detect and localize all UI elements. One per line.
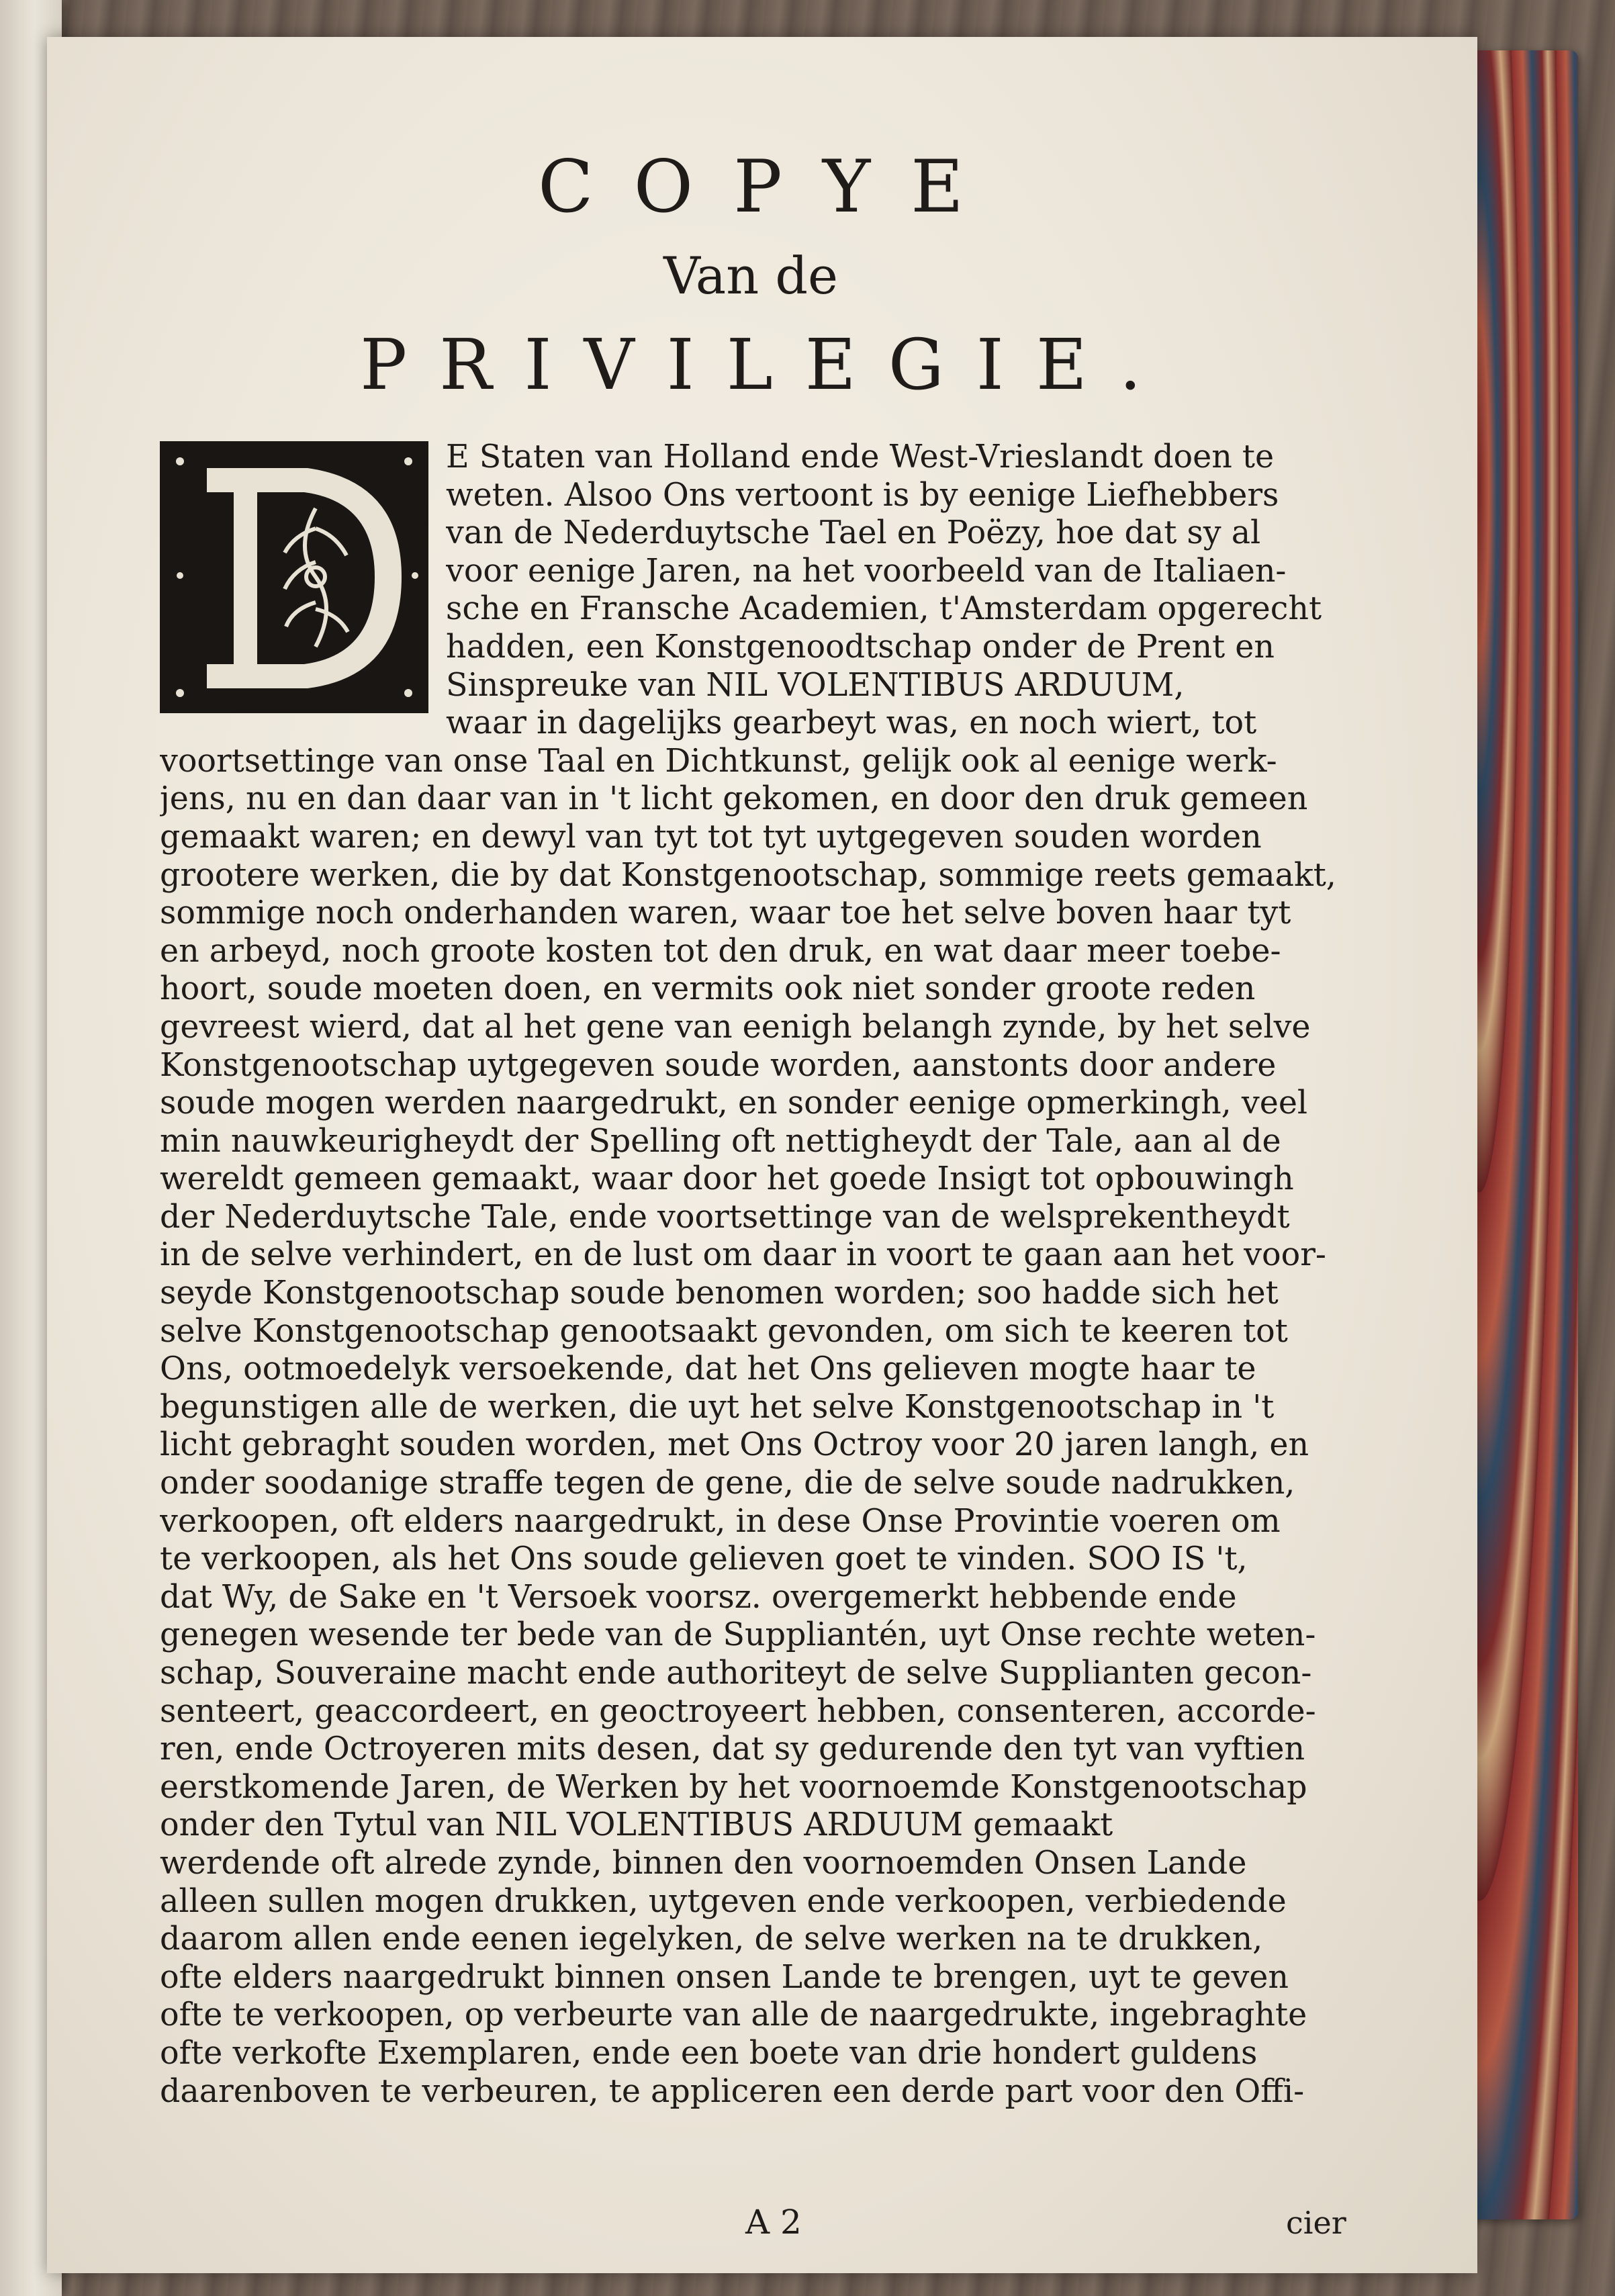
- text-line: soude mogen werden naargedrukt, en sonder eenige opmerkingh, veel: [160, 1085, 1308, 1122]
- heading-privilegie: PRIVILEGIE.: [360, 324, 1174, 406]
- text-line: onder den Tytul van NIL VOLENTIBUS ARDUUM gemaakt: [160, 1806, 1113, 1844]
- text-line: voor eenige Jaren, na het voorbeeld van de Italiaen-: [446, 552, 1287, 590]
- catchword: cier: [1286, 2205, 1346, 2241]
- text-line: sommige noch onderhanden waren, waar toe het selve boven haar tyt: [160, 894, 1291, 932]
- privilege-body-text: [160, 439, 1342, 2111]
- book-page: [47, 37, 1477, 2273]
- text-line: werdende oft alrede zynde, binnen den voornoemden Onsen Lande: [160, 1844, 1247, 1882]
- ornamental-drop-cap: [160, 441, 428, 713]
- text-line: dat Wy, de Sake en 't Versoek voorsz. overgemerkt hebbende ende: [160, 1578, 1237, 1616]
- text-line: en arbeyd, noch groote kosten tot den druk, en wat daar meer toebe-: [160, 932, 1281, 970]
- page-text-block: [160, 124, 1342, 2111]
- text-line: voortsettinge van onse Taal en Dichtkunst, gelijk ook al eenige werk-: [160, 742, 1277, 780]
- text-line: seyde Konstgenootschap soude benomen worden; soo hadde sich het: [160, 1275, 1279, 1312]
- text-line: gemaakt waren; en dewyl van tyt tot tyt uytgegeven souden worden: [160, 818, 1262, 856]
- text-line: hoort, soude moeten doen, en vermits ook niet sonder groote reden: [160, 970, 1256, 1008]
- text-line: selve Konstgenootschap genootsaakt gevonden, om sich te keeren tot: [160, 1312, 1288, 1350]
- text-line: te verkoopen, als het Ons soude gelieven goet te vinden. SOO IS 't,: [160, 1541, 1248, 1578]
- text-line: licht gebraght souden worden, met Ons Octroy voor 20 jaren langh, en: [160, 1426, 1309, 1464]
- text-line: wereldt gemeen gemaakt, waar door het goede Insigt tot opbouwingh: [160, 1160, 1294, 1198]
- text-line: eerstkomende Jaren, de Werken by het voornoemde Konstgenootschap: [160, 1768, 1307, 1806]
- heading-van-de: Van de: [663, 246, 838, 306]
- text-line: ofte verkofte Exemplaren, ende een boete van drie hondert guldens: [160, 2034, 1258, 2072]
- heading-copye: COPYE: [538, 145, 1004, 229]
- text-line: der Nederduytsche Tale, ende voortsettinge van de welsprekentheydt: [160, 1198, 1290, 1236]
- text-line: gevreest wierd, dat al het gene van eenigh belangh zynde, by het selve: [160, 1008, 1311, 1046]
- text-line: E Staten van Holland ende West-Vrieslandt doen te: [446, 439, 1275, 475]
- text-line: genegen wesende ter bede van de Suppliantén, uyt Onse rechte weten-: [160, 1616, 1316, 1654]
- text-line: jens, nu en dan daar van in 't licht gekomen, en door den druk gemeen: [160, 780, 1308, 818]
- text-line: grootere werken, die by dat Konstgenootschap, sommige reets gemaakt,: [160, 856, 1336, 894]
- text-line: begunstigen alle de werken, die uyt het selve Konstgenootschap in 't: [160, 1388, 1275, 1426]
- text-line: van de Nederduytsche Tael en Poëzy, hoe dat sy al: [446, 514, 1261, 552]
- text-line: ren, ende Octroyeren mits desen, dat sy gedurende den tyt van vyftien: [160, 1731, 1305, 1768]
- text-line: in de selve verhindert, en de lust om daar in voort te gaan aan het voor-: [160, 1236, 1326, 1274]
- text-line: senteert, geaccordeert, en geoctroyeert hebben, consenteren, accorde-: [160, 1692, 1316, 1730]
- text-line: Sinspreuke van NIL VOLENTIBUS ARDUUM,: [446, 666, 1185, 704]
- text-line: daarom allen ende eenen iegelyken, de selve werken na te drukken,: [160, 1921, 1263, 1958]
- text-line: schap, Souveraine macht ende authoriteyt de selve Supplianten gecon-: [160, 1655, 1312, 1692]
- signature-mark: A 2: [745, 2203, 802, 2242]
- text-line: verkoopen, oft elders naargedrukt, in dese Onse Provintie voeren om: [160, 1502, 1281, 1540]
- text-line: Konstgenootschap uytgegeven soude worden, aanstonts door andere: [160, 1046, 1277, 1084]
- text-line: daarenboven te verbeuren, te appliceren een derde part voor den Offi-: [160, 2072, 1305, 2110]
- text-line: ofte te verkoopen, op verbeurte van alle de naargedrukte, ingebraghte: [160, 1996, 1307, 2034]
- drop-cap-letter-d-icon: [160, 441, 428, 713]
- text-line: ofte elders naargedrukt binnen onsen Lande te brengen, uyt te geven: [160, 1958, 1289, 1996]
- text-line: hadden, een Konstgenoodtschap onder de Prent en: [446, 628, 1275, 665]
- text-line: min nauwkeurigheydt der Spelling oft nettigheydt der Tale, aan al de: [160, 1122, 1281, 1160]
- text-line: weten. Alsoo Ons vertoont is by eenige Liefhebbers: [446, 476, 1279, 514]
- text-line: alleen sullen mogen drukken, uytgeven ende verkoopen, verbiedende: [160, 1882, 1287, 1920]
- text-line: sche en Fransche Academien, t'Amsterdam opgerecht: [446, 590, 1322, 628]
- text-line: waar in dagelijks gearbeyt was, en noch wiert, tot: [446, 704, 1257, 742]
- text-line: onder soodanige straffe tegen de gene, die de selve soude nadrukken,: [160, 1465, 1295, 1502]
- text-line: Ons, ootmoedelyk versoekende, dat het Ons gelieven mogte haar te: [160, 1350, 1256, 1388]
